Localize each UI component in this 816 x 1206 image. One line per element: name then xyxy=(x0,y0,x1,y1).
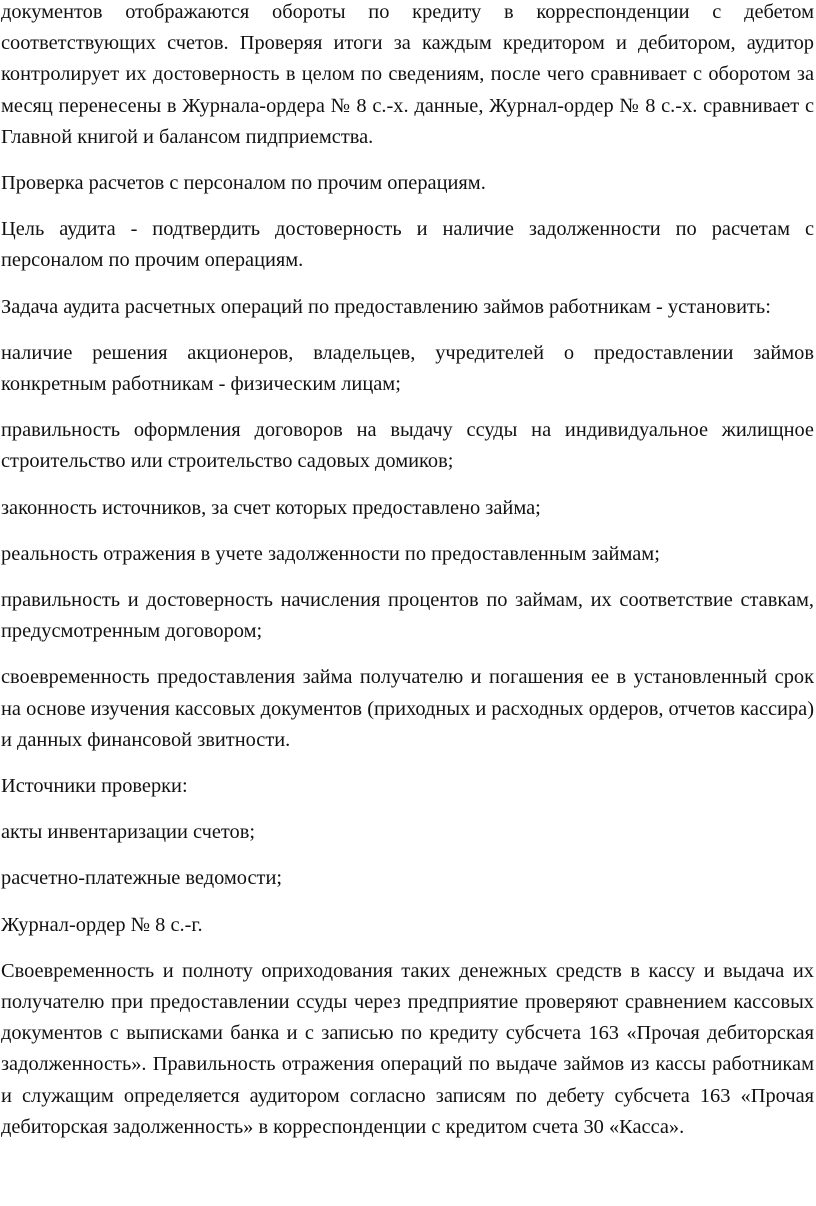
section-heading-personnel-settlements: Проверка расчетов с персоналом по прочим операциям. xyxy=(1,172,486,195)
paragraph-audit-task: Задача аудита расчетных операций по предоставлению займов работникам - установить: xyxy=(1,295,771,318)
paragraph-audit-goal: Цель аудита - подтвердить достоверность и наличие задолженности по расчетам с персоналом по прочим операциям. xyxy=(1,218,814,272)
source-item-journal-order: Журнал-ордер № 8 с.-г. xyxy=(1,913,203,936)
paragraph-cash-verification: Своевременность и полноту оприходования таких денежных средств в кассу и выдача их получателю при предоставлении ссуды через предприятие проверяют сравнением кассовых документов с выписками банка и с записью по кредиту субсчета 163 «Прочая дебиторская задолженность». Правильность отражения операций по выдаче займов из кассы работникам и служащим определяется аудитором согласно записям по дебету субсчета 163 «Прочая дебиторская задолженность» в корреспонденции с кредитом счета 30 «Касса». xyxy=(1,959,814,1138)
sources-heading: Источники проверки: xyxy=(1,775,188,798)
list-item-contract-registration: правильность оформления договоров на выдачу ссуды на индивидуальное жилищное строительство или строительство садовых домиков; xyxy=(1,419,814,473)
paragraph-continuation: документов отображаются обороты по кредиту в корреспонденции с дебетом соответствующих счетов. Проверяя итоги за каждым кредитором и дебитором, аудитор контролирует их достоверность в целом по сведениям, после чего сравнивает с оборотом за месяц перенесены в Журнала-ордера № 8 с.-х. данные, Журнал-ордер № 8 с.-х. сравнивает с Главной книгой и балансом пидприемства. xyxy=(1,1,814,148)
list-item-interest-accrual: правильность и достоверность начисления процентов по займам, их соответствие ставкам, предусмотренным договором; xyxy=(1,589,814,643)
list-item-shareholder-decision: наличие решения акционеров, владельцев, учредителей о предоставлении займов конкретным работникам - физическим лицам; xyxy=(1,341,814,396)
list-item-source-legality: законность источников, за счет которых предоставлено займа; xyxy=(1,496,541,519)
list-item-timeliness: своевременность предоставления займа получателю и погашения ее в установленный срок на основе изучения кассовых документов (приходных и расходных ордеров, отчетов кассира) и данных финансовой звитности. xyxy=(1,666,814,751)
source-item-payroll-statements: расчетно-платежные ведомости; xyxy=(1,867,283,890)
list-item-debt-reflection: реальность отражения в учете задолженности по предоставленным займам; xyxy=(1,542,660,565)
source-item-inventory-acts: акты инвентаризации счетов; xyxy=(1,821,256,844)
